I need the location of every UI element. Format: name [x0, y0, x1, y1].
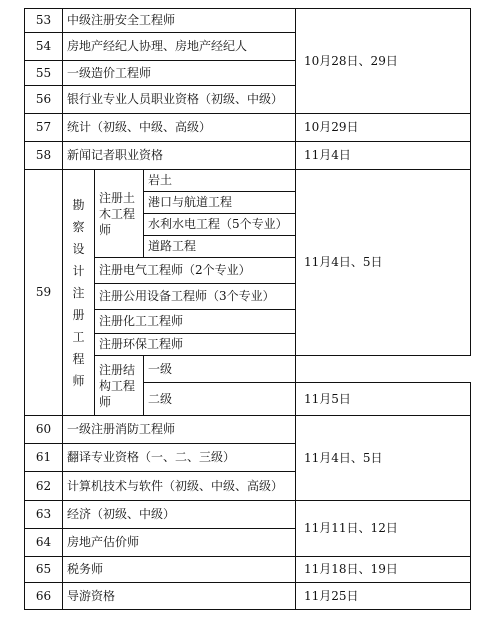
- exam-subitem: 水利水电工程（5个专业）: [144, 214, 296, 236]
- table-row: [25, 9, 471, 33]
- exam-subitem: 港口与航道工程: [144, 192, 296, 214]
- row-number: 63: [25, 501, 63, 529]
- exam-date: 11月18日、19日: [296, 557, 471, 583]
- civil-engineer-group: 注册土木工程师: [95, 170, 144, 258]
- table-row: [25, 142, 471, 170]
- exam-name: 翻译专业资格（一、二、三级）: [63, 444, 296, 472]
- exam-name: 一级注册消防工程师: [63, 416, 296, 444]
- category-char: 设: [72, 241, 85, 256]
- exam-subitem: 一级: [144, 356, 296, 383]
- exam-date: 11月4日、5日: [296, 416, 471, 501]
- table-row: [25, 501, 471, 529]
- row-number: 66: [25, 583, 63, 610]
- exam-name: 计算机技术与软件（初级、中级、高级）: [63, 472, 296, 501]
- exam-date: 11月11日、12日: [296, 501, 471, 557]
- row-number: 65: [25, 557, 63, 583]
- exam-date: 11月4日、5日: [296, 170, 471, 356]
- row-number: 62: [25, 472, 63, 501]
- exam-date: 11月4日: [296, 142, 471, 170]
- category-char: 程: [72, 351, 85, 366]
- table-row: [25, 114, 471, 142]
- exam-name: 注册公用设备工程师（3个专业）: [95, 284, 296, 310]
- exam-date: 10月28日、29日: [296, 9, 471, 114]
- exam-name: 注册化工工程师: [95, 310, 296, 334]
- exam-date: 11月25日: [296, 583, 471, 610]
- exam-name: 一级造价工程师: [63, 61, 296, 86]
- category-char: 师: [72, 373, 85, 388]
- row-number: 59: [25, 170, 63, 416]
- row-number: 53: [25, 9, 63, 33]
- row-number: 57: [25, 114, 63, 142]
- category-char: 册: [72, 307, 85, 322]
- category-char: 注: [72, 285, 85, 300]
- row-number: 55: [25, 61, 63, 86]
- exam-name: 统计（初级、中级、高级）: [63, 114, 296, 142]
- table-row: [25, 416, 471, 444]
- exam-name: 银行业专业人员职业资格（初级、中级）: [63, 86, 296, 114]
- exam-name: 新闻记者职业资格: [63, 142, 296, 170]
- table-row: [25, 170, 471, 192]
- category-char: 计: [72, 263, 85, 278]
- exam-name: 税务师: [63, 557, 296, 583]
- row-number: 64: [25, 529, 63, 557]
- row-number: 56: [25, 86, 63, 114]
- category-char: 工: [72, 329, 85, 344]
- exam-schedule: [24, 8, 470, 610]
- exam-name: 注册环保工程师: [95, 334, 296, 356]
- exam-subitem: 道路工程: [144, 236, 296, 258]
- exam-name: 房地产估价师: [63, 529, 296, 557]
- row-number: 61: [25, 444, 63, 472]
- row-number: 60: [25, 416, 63, 444]
- exam-date: 11月5日: [296, 383, 471, 416]
- exam-name: 导游资格: [63, 583, 296, 610]
- exam-name: 注册电气工程师（2个专业）: [95, 258, 296, 284]
- table-row: [25, 557, 471, 583]
- exam-schedule-table: [24, 8, 471, 610]
- exam-subitem: 二级: [144, 383, 296, 416]
- category-vertical-label: [63, 170, 95, 416]
- exam-name: 经济（初级、中级）: [63, 501, 296, 529]
- row-number: 58: [25, 142, 63, 170]
- table-row: [25, 583, 471, 610]
- row-number: 54: [25, 33, 63, 61]
- exam-subitem: 岩土: [144, 170, 296, 192]
- category-char: 察: [72, 219, 85, 234]
- category-char: 勘: [72, 197, 85, 212]
- exam-name: 房地产经纪人协理、房地产经纪人: [63, 33, 296, 61]
- structural-engineer-group: 注册结构工程师: [95, 356, 144, 416]
- exam-name: 中级注册安全工程师: [63, 9, 296, 33]
- exam-date: 10月29日: [296, 114, 471, 142]
